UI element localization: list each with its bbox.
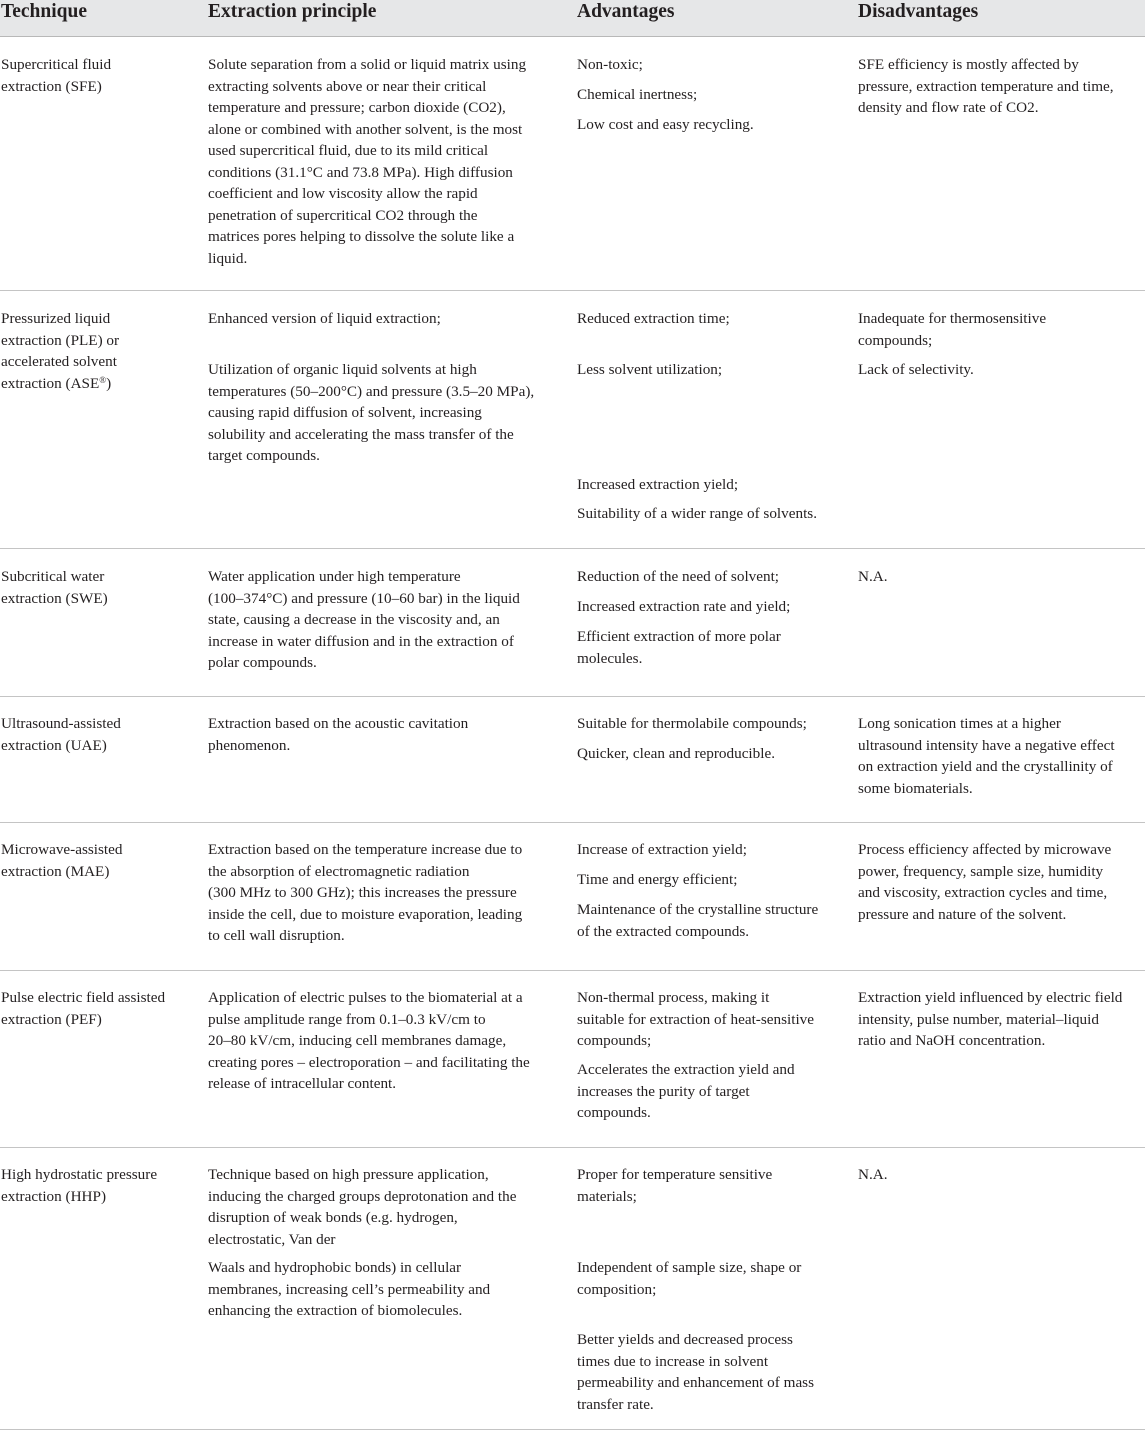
text-line: extracting solvents above or near their critical <box>208 77 487 95</box>
text-line: Ultrasound-assisted <box>1 715 121 732</box>
text-line: liquid. <box>208 249 248 267</box>
text-line: transfer rate. <box>577 1395 654 1413</box>
text-line: inside the cell, due to moisture evaporation, leading <box>208 905 523 923</box>
text-line: times due to increase in solvent <box>577 1352 769 1370</box>
table-row <box>0 696 1145 823</box>
cell-paragraph <box>577 114 754 136</box>
text-line: matrices pores helping to dissolve the solute like a <box>208 228 515 245</box>
cell-paragraph <box>577 308 730 330</box>
text-line: Subcritical water <box>1 568 105 585</box>
text-line: permeability and enhancement of mass <box>577 1374 815 1391</box>
text-line: polar compounds. <box>208 654 317 671</box>
cell-paragraph <box>577 743 775 765</box>
text-line: of the extracted compounds. <box>577 922 750 940</box>
text-line: used supercritical fluid, due to its mild critical <box>208 142 489 159</box>
text-line: materials; <box>577 1187 637 1205</box>
text-line: Reduced extraction time; <box>577 310 730 327</box>
text-line: extraction (PEF) <box>1 1010 102 1028</box>
text-line: Increased extraction yield; <box>577 476 739 493</box>
text-line: temperature and pressure; carbon dioxide (CO2), <box>208 99 506 116</box>
table-row <box>0 970 1145 1148</box>
header-advantages: Advantages <box>577 1 675 22</box>
text-line: Non-thermal process, making it <box>577 989 770 1006</box>
text-line: extraction (SWE) <box>1 589 108 607</box>
cell-paragraph <box>577 839 747 861</box>
cell-paragraph <box>577 84 697 106</box>
cell-paragraph <box>577 626 781 669</box>
text-line: Extraction yield influenced by electric field <box>858 989 1123 1006</box>
text-line: phenomenon. <box>208 736 291 754</box>
text-line: Pulse electric field assisted <box>1 989 166 1006</box>
cell-paragraph <box>577 869 737 891</box>
text-line: extraction (UAE) <box>1 736 107 754</box>
text-line: Waals and hydrophobic bonds) in cellular <box>208 1259 462 1276</box>
text-line: increases the purity of target <box>577 1082 750 1100</box>
text-line: compounds; <box>577 1032 652 1049</box>
text-line: Increased extraction rate and yield; <box>577 598 791 615</box>
table-row <box>0 548 1145 697</box>
cell-paragraph <box>577 596 790 618</box>
text-line: extraction (HHP) <box>1 1187 107 1205</box>
text-line: creating pores – electroporation – and facilitating the <box>208 1053 530 1071</box>
text-line: solubility and accelerating the mass transfer of the <box>208 425 514 443</box>
text-line: Accelerates the extraction yield and <box>577 1061 795 1078</box>
text-line: Extraction based on the acoustic cavitation <box>208 715 469 732</box>
text-line: density and flow rate of CO2. <box>858 99 1039 116</box>
cell-paragraph <box>577 54 643 76</box>
cell-paragraph <box>858 54 1114 119</box>
text-line: ratio and NaOH concentration. <box>858 1032 1046 1049</box>
text-line: Less solvent utilization; <box>577 361 723 378</box>
text-line: Enhanced version of liquid extraction; <box>208 310 441 327</box>
text-line: the absorption of electromagnetic radiation <box>208 862 470 880</box>
cell-paragraph <box>577 713 807 735</box>
text-line: suitable for extraction of heat-sensitive <box>577 1010 815 1028</box>
text-line: Independent of sample size, shape or <box>577 1259 802 1276</box>
text-line: Extraction based on the temperature increase due to <box>208 841 523 858</box>
text-line: Chemical inertness; <box>577 86 698 103</box>
text-line: Increase of extraction yield; <box>577 841 747 858</box>
cell-paragraph <box>577 474 738 496</box>
text-line: enhancing the extraction of biomolecules. <box>208 1302 463 1319</box>
text-line: release of intracellular content. <box>208 1075 397 1092</box>
text-line: state, causing a decrease in the viscosity and, an <box>208 611 500 628</box>
text-line: membranes, increasing cell’s permeability and <box>208 1280 491 1298</box>
text-line: inducing the charged groups deprotonation and the <box>208 1187 517 1205</box>
text-line: to cell wall disruption. <box>208 927 345 944</box>
text-line: (100–374°C) and pressure (10–60 bar) in the liquid <box>208 589 520 607</box>
text-line: conditions (31.1°C and 73.8 MPa). High diffusion <box>208 163 513 181</box>
cell-paragraph <box>208 987 530 1095</box>
table-header <box>0 0 1145 37</box>
cell-paragraph <box>577 503 817 525</box>
text-line: compounds. <box>577 1104 651 1121</box>
text-line: pressure and nature of the solvent. <box>858 905 1067 923</box>
cell-paragraph <box>1 713 121 756</box>
text-line: Low cost and easy recycling. <box>577 116 754 133</box>
cell-paragraph <box>1 1164 157 1207</box>
table-row <box>0 290 1145 549</box>
text-line: Water application under high temperature <box>208 568 461 585</box>
text-line: Reduction of the need of solvent; <box>577 568 780 585</box>
text-line: extraction (MAE) <box>1 862 110 880</box>
cell-paragraph <box>1 566 108 609</box>
text-line: increase in water diffusion and in the extraction of <box>208 632 514 650</box>
text-line: on extraction yield and the crystallinity of <box>858 758 1113 775</box>
header-extraction-principle: Extraction principle <box>208 1 377 22</box>
cell-paragraph <box>577 899 818 942</box>
text-line: extraction (SFE) <box>1 77 102 95</box>
text-line: alone or combined with another solvent, is the most <box>208 120 523 138</box>
text-line: N.A. <box>858 1166 888 1183</box>
text-line: Suitable for thermolabile compounds; <box>577 715 807 732</box>
cell-paragraph <box>1 839 122 882</box>
text-line: Utilization of organic liquid solvents at high <box>208 361 477 378</box>
text-line: causing rapid diffusion of solvent, increasing <box>208 404 482 421</box>
table-row <box>0 822 1145 971</box>
cell-paragraph <box>208 1257 490 1322</box>
text-line: Technique based on high pressure application, <box>208 1166 489 1183</box>
cell-paragraph <box>1 54 111 97</box>
table-row <box>0 36 1145 291</box>
cell-paragraph <box>208 713 468 756</box>
text-line: pressure, extraction temperature and time, <box>858 77 1114 95</box>
cell-paragraph <box>858 566 888 588</box>
text-line: power, frequency, sample size, humidity <box>858 862 1104 880</box>
text-line: target compounds. <box>208 447 320 464</box>
text-line: Inadequate for thermosensitive <box>858 310 1047 327</box>
text-line: composition; <box>577 1280 657 1298</box>
text-line: ultrasound intensity have a negative effect <box>858 736 1115 754</box>
text-line: Better yields and decreased process <box>577 1331 793 1348</box>
text-line: Microwave-assisted <box>1 841 123 858</box>
cell-paragraph <box>858 359 974 381</box>
text-line: molecules. <box>577 649 643 667</box>
cell-paragraph <box>208 308 441 330</box>
text-line: Process efficiency affected by microwave <box>858 841 1112 858</box>
table-row <box>0 1147 1145 1430</box>
text-line: Quicker, clean and reproducible. <box>577 745 776 762</box>
cell-paragraph <box>858 839 1111 925</box>
cell-paragraph <box>208 54 526 269</box>
text-line: intensity, pulse number, material–liquid <box>858 1010 1099 1028</box>
text-line: Long sonication times at a higher <box>858 715 1061 732</box>
text-line: Maintenance of the crystalline structure <box>577 901 819 918</box>
text-line: Suitability of a wider range of solvents. <box>577 505 817 522</box>
text-line: extraction (ASE®) <box>1 374 112 392</box>
cell-paragraph <box>208 566 520 674</box>
cell-paragraph <box>1 308 119 394</box>
text-line: (300 MHz to 300 GHz); this increases the pressure <box>208 884 517 901</box>
text-line: SFE efficiency is mostly affected by <box>858 56 1079 73</box>
header-technique: Technique <box>1 1 87 22</box>
text-line: 20–80 kV/cm, inducing cell membranes damage, <box>208 1032 507 1049</box>
text-line: electrostatic, Van der <box>208 1230 336 1248</box>
cell-paragraph <box>858 308 1046 351</box>
text-line: pulse amplitude range from 0.1–0.3 kV/cm to <box>208 1010 486 1028</box>
cell-paragraph <box>208 1164 516 1250</box>
cell-paragraph <box>858 1164 888 1186</box>
cell-paragraph <box>577 987 814 1052</box>
cell-paragraph <box>208 839 522 947</box>
cell-paragraph <box>858 713 1115 799</box>
text-line: High hydrostatic pressure <box>1 1166 158 1183</box>
text-line: and viscosity, extraction cycles and time, <box>858 884 1108 901</box>
text-line: extraction (PLE) or <box>1 331 120 349</box>
cell-paragraph <box>208 359 534 467</box>
text-line: penetration of supercritical CO2 through the <box>208 206 478 224</box>
text-line: Pressurized liquid <box>1 310 111 327</box>
header-disadvantages: Disadvantages <box>858 1 979 22</box>
cell-paragraph <box>577 566 779 588</box>
text-line: Non-toxic; <box>577 56 643 73</box>
cell-paragraph <box>577 359 722 381</box>
text-line: Time and energy efficient; <box>577 871 738 888</box>
text-line: accelerated solvent <box>1 353 117 370</box>
cell-paragraph <box>577 1059 795 1124</box>
text-line: Supercritical fluid <box>1 56 112 73</box>
cell-paragraph <box>858 987 1122 1052</box>
text-line: Efficient extraction of more polar <box>577 628 781 645</box>
text-line: compounds; <box>858 331 933 349</box>
cell-paragraph <box>577 1164 772 1207</box>
text-line: Application of electric pulses to the biomaterial at a <box>208 989 523 1006</box>
text-line: disruption of weak bonds (e.g. hydrogen, <box>208 1209 458 1226</box>
cell-paragraph <box>577 1257 801 1300</box>
text-line: Lack of selectivity. <box>858 361 974 378</box>
text-line: Solute separation from a solid or liquid matrix using <box>208 56 527 73</box>
text-line: Proper for temperature sensitive <box>577 1166 773 1183</box>
cell-paragraph <box>577 1329 814 1415</box>
cell-paragraph <box>1 987 165 1030</box>
text-line: coefficient and low viscosity allow the rapid <box>208 185 478 202</box>
text-line: N.A. <box>858 568 888 585</box>
text-line: some biomaterials. <box>858 779 973 797</box>
text-line: temperatures (50–200°C) and pressure (3.5–20 MPa), <box>208 382 535 400</box>
